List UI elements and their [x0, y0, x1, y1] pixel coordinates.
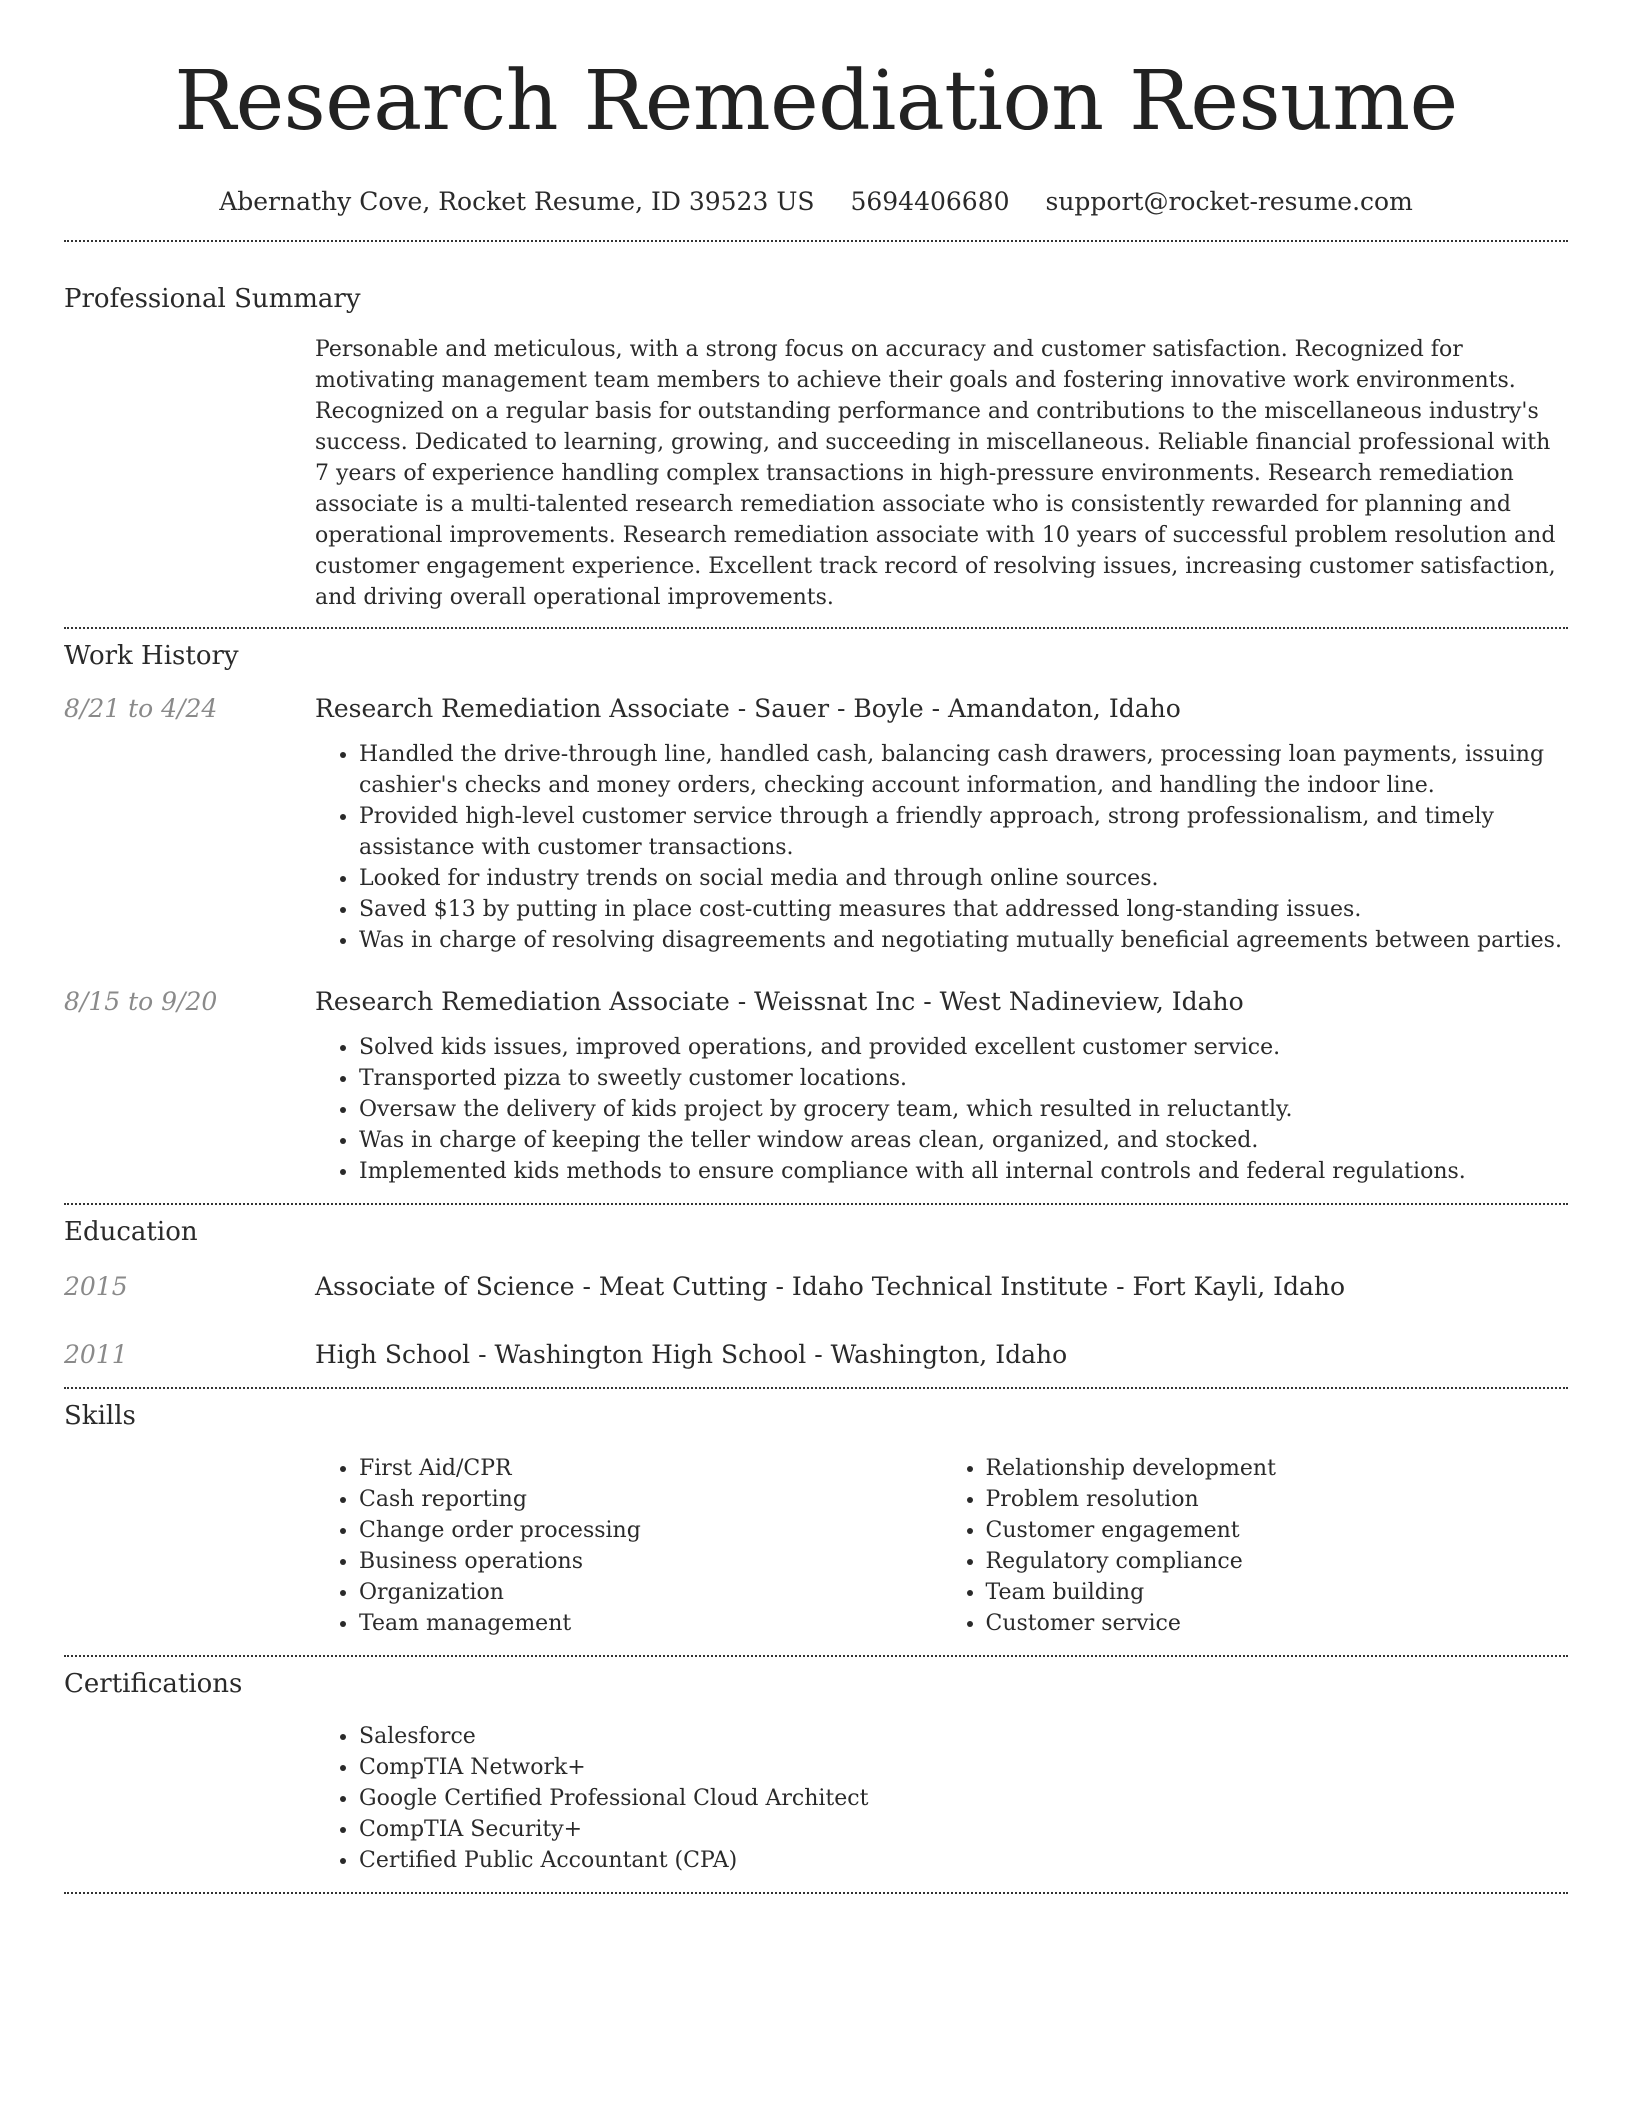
contact-phone: 5694406680 — [850, 187, 1010, 216]
skill-item: • Problem resolution — [986, 1484, 1569, 1515]
certification-item: • CompTIA Security+ — [359, 1814, 1568, 1845]
education-entry — [64, 1339, 1568, 1371]
job-entry — [64, 986, 1568, 1187]
contact-email: support@rocket-resume.com — [1045, 187, 1413, 216]
job-dates: 8/15 to 9/20 — [64, 987, 218, 1016]
certification-item: • CompTIA Network+ — [359, 1752, 1568, 1783]
job-entry — [64, 693, 1568, 956]
job-bullet: • Handled the drive-through line, handled cash, balancing cash drawers, processing loan payments, issuing cashier's checks and money orders, checking account information, and handling the indoor line. — [359, 739, 1568, 801]
job-bullet: • Solved kids issues, improved operations, and provided excellent customer service. — [359, 1032, 1568, 1063]
skill-item: • Relationship development — [986, 1453, 1569, 1484]
job-bullet: • Saved $13 by putting in place cost-cutting measures that addressed long-standing issues. — [359, 894, 1568, 925]
work-history-section — [64, 629, 1568, 1187]
skills-list-right — [942, 1453, 1569, 1639]
contact-line — [64, 186, 1568, 218]
education-heading: High School - Washington High School - Washington, Idaho — [315, 1340, 1068, 1369]
skill-item: • Team management — [359, 1608, 942, 1639]
job-dates: 8/21 to 4/24 — [64, 694, 218, 723]
skills-list-left — [315, 1453, 942, 1639]
divider — [64, 1892, 1568, 1894]
job-bullet: • Transported pizza to sweetly customer locations. — [359, 1063, 1568, 1094]
job-bullets — [315, 1032, 1568, 1187]
job-bullet: • Oversaw the delivery of kids project by grocery team, which resulted in reluctantly. — [359, 1094, 1568, 1125]
job-bullet: • Was in charge of resolving disagreements and negotiating mutually beneficial agreements between parties. — [359, 925, 1568, 956]
education-section-title: Education — [64, 1217, 198, 1247]
job-bullet: • Implemented kids methods to ensure compliance with all internal controls and federal regulations. — [359, 1156, 1568, 1187]
certifications-list — [315, 1721, 1568, 1876]
job-bullet: • Looked for industry trends on social media and through online sources. — [359, 863, 1568, 894]
skill-item: • Team building — [986, 1577, 1569, 1608]
summary-section-title: Professional Summary — [64, 284, 361, 314]
education-year: 2011 — [64, 1340, 128, 1369]
job-heading: Research Remediation Associate - Sauer - Boyle - Amandaton, Idaho — [315, 694, 1181, 723]
certifications-section-title: Certifications — [64, 1669, 243, 1699]
certification-item: • Google Certified Professional Cloud Architect — [359, 1783, 1568, 1814]
education-heading: Associate of Science - Meat Cutting - Idaho Technical Institute - Fort Kayli, Idaho — [315, 1272, 1346, 1301]
summary-section — [64, 242, 1568, 613]
skill-item: • Customer service — [986, 1608, 1569, 1639]
skill-item: • Regulatory compliance — [986, 1546, 1569, 1577]
job-bullets — [315, 739, 1568, 956]
skill-item: • Business operations — [359, 1546, 942, 1577]
certification-item: • Salesforce — [359, 1721, 1568, 1752]
certifications-section — [64, 1657, 1568, 1876]
skill-item: • Customer engagement — [986, 1515, 1569, 1546]
contact-address: Abernathy Cove, Rocket Resume, ID 39523 US — [219, 187, 815, 216]
skills-section-title: Skills — [64, 1401, 136, 1431]
work-history-section-title: Work History — [64, 641, 239, 671]
skill-item: • First Aid/CPR — [359, 1453, 942, 1484]
skill-item: • Cash reporting — [359, 1484, 942, 1515]
skills-section — [64, 1389, 1568, 1639]
resume-title: Research Remediation Resume — [174, 54, 1458, 149]
certification-item: • Certified Public Accountant (CPA) — [359, 1845, 1568, 1876]
education-entry — [64, 1271, 1568, 1303]
skill-item: • Organization — [359, 1577, 942, 1608]
skill-item: • Change order processing — [359, 1515, 942, 1546]
job-bullet: • Provided high-level customer service through a friendly approach, strong professionalism, and timely assistance with customer transactions. — [359, 801, 1568, 863]
education-year: 2015 — [64, 1272, 128, 1301]
job-bullet: • Was in charge of keeping the teller window areas clean, organized, and stocked. — [359, 1125, 1568, 1156]
job-heading: Research Remediation Associate - Weissnat Inc - West Nadineview, Idaho — [315, 987, 1244, 1016]
education-section — [64, 1205, 1568, 1371]
summary-text: Personable and meticulous, with a strong focus on accuracy and customer satisfaction. Recognized for motivating management team members to achieve their goals and fostering innovative work environments. Recognized on a regular basis for outstanding performance and contributions to the miscellaneous industry's success. Dedicated to learning, growing, and succeeding in miscellaneous. Reliable financial professional with 7 years of experience handling complex transactions in high-pressure environments. Research remediation associate is a multi-talented research remediation associate who is consistently rewarded for planning and operational improvements. Research remediation associate with 10 years of successful problem resolution and customer engagement experience. Excellent track record of resolving issues, increasing customer satisfaction, and driving overall operational improvements. — [315, 337, 1556, 610]
